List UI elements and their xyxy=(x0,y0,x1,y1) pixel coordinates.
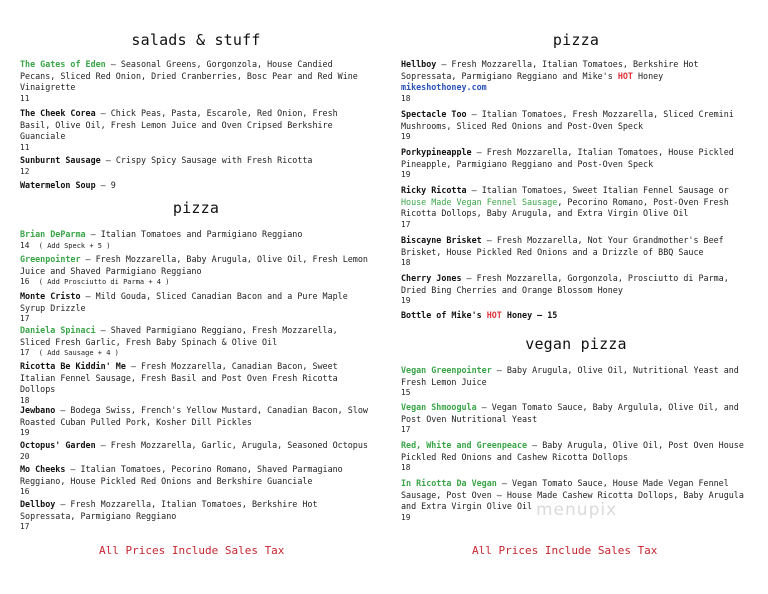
item-description: — Shaved Parmigiano Reggiano, Fresh Mozzarella, Sliced Fresh Garlic, Fresh Baby Spinach & Olive Oil xyxy=(20,325,338,347)
menu-item xyxy=(20,59,372,104)
item-price: 20 xyxy=(20,451,30,461)
item-price: 19 xyxy=(401,132,411,142)
item-description-end: , Pecorino Romano, Post-Oven Fresh Ricotta Dollops, Baby Arugula, and Extra Virgin Olive Oil xyxy=(401,196,729,219)
item-addon: ( Add Prosciutto di Parma + 4 ) xyxy=(38,278,170,287)
item-description: — Baby Arugula, Olive Oil, Nutritional Yeast and Fresh Lemon Juice xyxy=(401,365,739,387)
item-name: Red, White and Greenpeace xyxy=(401,440,528,450)
menu-item xyxy=(401,109,751,142)
menu-item xyxy=(20,464,372,497)
item-price: 17 xyxy=(401,425,411,435)
menu-item xyxy=(20,499,372,532)
item-price: 18 xyxy=(401,258,411,268)
menu-item xyxy=(20,254,372,287)
item-price: 11 xyxy=(20,94,30,104)
item-price: 17 ( Add Sausage + 4 ) xyxy=(20,348,119,358)
item-description: — Italian Tomatoes and Parmigiano Reggiano xyxy=(85,229,303,239)
item-name: In Ricotta Da Vegan xyxy=(401,478,497,488)
item-name: Porkypineapple xyxy=(401,147,472,157)
hot-word: HOT xyxy=(617,70,633,81)
item-description: — Italian Tomatoes, Pecorino Romano, Shaved Parmagiano Reggiano, House Pickled Red Onions and Berkshire Guanciale xyxy=(20,464,343,486)
item-name: Sunburnt Sausage xyxy=(20,155,101,165)
item-description: — Fresh Mozzarella, Italian Tomatoes, Berkshire Hot Sopressata, Parmigiano Reggiano and Mike's xyxy=(401,59,699,81)
item-name: Watermelon Soup xyxy=(20,180,96,190)
item-description: — Fresh Mozzarella, Italian Tomatoes, Berkshire Hot Sopressata, Parmigiano Reggiano xyxy=(20,499,318,521)
menu-item xyxy=(401,310,751,322)
item-name: Jewbano xyxy=(20,405,56,415)
item-name: Hellboy xyxy=(401,59,437,69)
item-description: — Fresh Mozzarella, Baby Arugula, Olive Oil, Fresh Lemon Juice and Shaved Parmigiano Reggiano xyxy=(20,254,368,276)
watermark: menupix xyxy=(536,500,618,520)
pizza-heading-right: pizza xyxy=(552,31,600,49)
item-description: — Baby Arugula, Olive Oil, Post Oven House Pickled Red Onions and Cashew Ricotta Dollops xyxy=(401,440,744,462)
item-price: 19 xyxy=(401,513,411,523)
item-price: 18 xyxy=(401,463,411,473)
menu-item xyxy=(401,440,751,473)
item-name: Greenpointer xyxy=(20,254,81,264)
item-name: Biscayne Brisket xyxy=(401,235,482,245)
menu-item xyxy=(401,147,751,180)
item-description: — Bodega Swiss, French's Yellow Mustard, Canadian Bacon, Slow Roasted Cuban Pulled Pork, Kosher Dill Pickles xyxy=(20,405,368,427)
item-description: — Fresh Mozzarella, Canadian Bacon, Sweet Italian Fennel Sausage, Fresh Basil and Post Oven Fresh Ricotta Dollops xyxy=(20,361,338,395)
menu-item xyxy=(20,405,372,438)
item-name: Cherry Jones xyxy=(401,273,462,283)
item-description: — Fresh Mozzarella, Garlic, Arugula, Seasoned Octopus xyxy=(95,440,368,450)
item-description: — 9 xyxy=(95,180,116,190)
item-name: Ricotta Be Kiddin' Me xyxy=(20,361,126,371)
item-name: Brian DeParma xyxy=(20,229,86,239)
website-link[interactable]: mikeshothoney.com xyxy=(401,82,487,93)
menu-item xyxy=(20,155,372,177)
pizza-heading: pizza xyxy=(172,199,220,217)
item-description: — Mild Gouda, Sliced Canadian Bacon and a Pure Maple Syrup Drizzle xyxy=(20,291,348,313)
item-price: 18 xyxy=(20,396,30,406)
item-description: — Vegan Tomato Sauce, House Made Vegan Fennel Sausage, Post Oven — House Made Cashew Ricotta Dollops, Baby Arugula and Extra Virgin Olive Oil xyxy=(401,478,744,512)
item-name: Monte Cristo xyxy=(20,291,81,301)
item-description: — Seasonal Greens, Gorgonzola, House Candied Pecans, Sliced Red Onion, Dried Cranberries, Bosc Pear and Red Wine Vinaigrette xyxy=(20,59,358,93)
salads-heading: salads & stuff xyxy=(131,31,261,49)
menu-item xyxy=(401,402,751,435)
sales-tax-note-right: All Prices Include Sales Tax xyxy=(472,544,658,557)
item-price: 19 xyxy=(401,170,411,180)
item-price: 14 ( Add Speck + 5 ) xyxy=(20,240,111,250)
item-name: Octopus' Garden xyxy=(20,440,96,450)
item-price: 17 xyxy=(401,220,411,230)
menu-item xyxy=(401,365,751,398)
item-price: 19 xyxy=(401,296,411,306)
item-addon: ( Add Sausage + 4 ) xyxy=(38,349,119,358)
menu-item xyxy=(20,440,372,462)
item-addon: ( Add Speck + 5 ) xyxy=(38,241,111,250)
item-name: Daniela Spinaci xyxy=(20,325,96,335)
item-description: — Fresh Mozzarella, Gorgonzola, Prosciutto di Parma, Dried Bing Cherries and Orange Blossom Honey xyxy=(401,273,729,295)
menu-item xyxy=(401,235,751,268)
item-description: — Fresh Mozzarella, Not Your Grandmother's Beef Brisket, House Pickled Red Onions and a Drizzle of BBQ Sauce xyxy=(401,235,724,257)
item-description-end: Honey xyxy=(632,70,664,81)
item-name: The Gates of Eden xyxy=(20,59,106,69)
vegan-pizza-heading: vegan pizza xyxy=(525,335,627,353)
item-description: — Vegan Tomato Sauce, Baby Argulula, Olive Oil, and Post Oven Nutritional Yeast xyxy=(401,402,739,424)
item-price: 17 xyxy=(20,314,30,324)
item-name: Vegan Shmoogula xyxy=(401,402,477,412)
item-name: Spectacle Too xyxy=(401,109,467,119)
menu-item xyxy=(401,185,751,230)
item-name: Mo Cheeks xyxy=(20,464,66,474)
item-description: — Italian Tomatoes, Sweet Italian Fennel Sausage or xyxy=(466,185,729,195)
item-price: 11 xyxy=(20,143,30,153)
menu-item xyxy=(401,59,751,104)
item-name: Ricky Ricotta xyxy=(401,185,467,195)
item-price: 19 xyxy=(20,428,30,438)
item-price: 16 xyxy=(20,487,30,497)
item-name: The Cheek Corea xyxy=(20,108,96,118)
menu-item xyxy=(20,361,372,406)
menu-item xyxy=(20,108,372,153)
item-description: — Italian Tomatoes, Fresh Mozzarella, Sliced Cremini Mushrooms, Sliced Red Onions and Post-Oven Speck xyxy=(401,109,734,131)
sales-tax-note-left: All Prices Include Sales Tax xyxy=(99,544,285,557)
bottle-label: Bottle of Mike's xyxy=(401,310,487,320)
item-price: 18 xyxy=(401,94,411,104)
item-price: 17 xyxy=(20,522,30,532)
item-name: Dellboy xyxy=(20,499,56,509)
item-price: 12 xyxy=(20,166,30,176)
bottle-label-end: Honey — 15 xyxy=(501,310,558,320)
item-name: Vegan Greenpointer xyxy=(401,365,492,375)
item-price: 16 ( Add Prosciutto di Parma + 4 ) xyxy=(20,277,170,287)
item-description: — Fresh Mozzarella, Italian Tomatoes, House Pickled Pineapple, Parmigiano Reggiano and Post-Oven Speck xyxy=(401,147,734,169)
vegan-option: House Made Vegan Fennel Sausage xyxy=(401,196,558,207)
menu-item xyxy=(20,180,372,192)
menu-item xyxy=(401,273,751,306)
hot-word: HOT xyxy=(486,310,502,320)
item-description: — Chick Peas, Pasta, Escarole, Red Onion, Fresh Basil, Olive Oil, Fresh Lemon Juice and Oven Cripsed Berkshire Guanciale xyxy=(20,108,338,142)
menu-item xyxy=(20,229,372,251)
item-price: 15 xyxy=(401,388,411,398)
menu-item xyxy=(20,291,372,324)
item-description: — Crispy Spicy Sausage with Fresh Ricotta xyxy=(100,155,313,165)
menu-item xyxy=(20,325,372,358)
